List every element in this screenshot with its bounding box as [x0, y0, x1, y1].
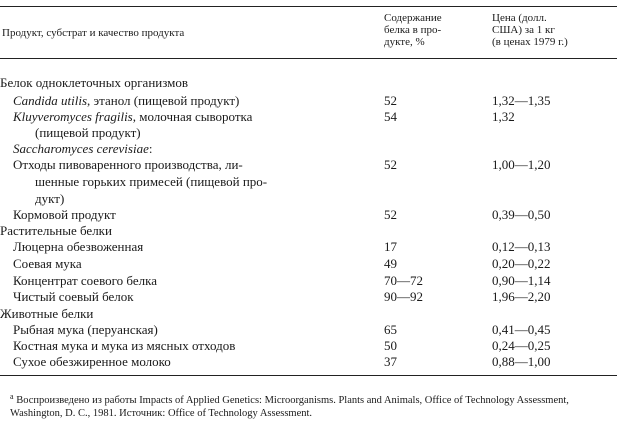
product-cell: Отходы пивоваренного производства, ли- [13, 157, 243, 172]
protein-cell: 90—92 [384, 289, 423, 304]
protein-cell: 65 [384, 322, 397, 337]
protein-cell: 50 [384, 338, 397, 353]
header-price-line: Цена (долл. [492, 12, 547, 24]
product-detail: , этанол (пищевой продукт) [87, 93, 240, 108]
header-protein-line: дукте, % [384, 36, 425, 48]
product-cell: Соевая мука [13, 256, 82, 271]
table-row-continuation [0, 174, 617, 192]
product-cell: Костная мука и мука из мясных отходов [13, 338, 236, 353]
protein-cell: 52 [384, 207, 397, 222]
product-cell: Люцерна обезвоженная [13, 239, 144, 254]
table-top-rule [0, 6, 617, 7]
price-cell: 1,96—2,20 [492, 289, 551, 304]
product-detail: , молочная сыворотка [132, 109, 253, 124]
table-row [0, 239, 617, 257]
product-detail: шенные горьких примесей (пищевой про- [35, 174, 268, 189]
protein-cell: 52 [384, 157, 397, 172]
header-product: Продукт, субстрат и качество продукта [2, 27, 185, 39]
species-name: Candida utilis [13, 93, 88, 108]
product-cell: Концентрат соевого белка [13, 273, 157, 288]
footnote [10, 390, 610, 420]
product-cell: Сухое обезжиренное молоко [13, 354, 171, 369]
header-protein [384, 12, 442, 48]
table-row [0, 354, 617, 372]
price-cell: 1,00—1,20 [492, 157, 551, 172]
price-cell: 1,32—1,35 [492, 93, 551, 108]
product-detail: (пищевой продукт) [35, 125, 141, 140]
product-detail: дукт) [35, 191, 65, 206]
header-price-line: (в ценах 1979 г.) [492, 36, 568, 48]
price-cell: 0,90—1,14 [492, 273, 551, 288]
price-cell: 0,39—0,50 [492, 207, 551, 222]
group-label: Растительные белки [0, 223, 112, 238]
protein-cell: 52 [384, 93, 397, 108]
product-cell [13, 93, 239, 109]
price-cell: 1,32 [492, 109, 515, 124]
footnote-text: Воспроизведено из работы Impacts of Applied Genetics: Microorganisms. Plants and Animals, Office of Technology Assessment, Washington, D. C., 1981. Источник: Office of Technology Assessment. [10, 395, 569, 419]
table-row [0, 256, 617, 274]
price-cell: 0,88—1,00 [492, 354, 551, 369]
group-label: Животные белки [0, 306, 94, 321]
price-cell: 0,41—0,45 [492, 322, 551, 337]
header-protein-line: белка в про- [384, 24, 442, 36]
header-price [492, 12, 568, 48]
table-row [0, 157, 617, 175]
price-cell: 0,20—0,22 [492, 256, 551, 271]
price-cell: 0,12—0,13 [492, 239, 551, 254]
product-cell: Кормовой продукт [13, 207, 116, 222]
product-cell: Чистый соевый белок [13, 289, 134, 304]
protein-cell: 70—72 [384, 273, 423, 288]
table-row [0, 289, 617, 307]
species-name: Saccharomyces cerevisiae [13, 141, 149, 156]
header-price-line: США) за 1 кг [492, 24, 555, 36]
group-heading [0, 75, 617, 93]
header-bottom-rule [0, 58, 617, 59]
product-cell [13, 109, 252, 125]
footnote-marker: а [10, 392, 14, 401]
product-cell [13, 141, 152, 157]
protein-cell: 37 [384, 354, 397, 369]
protein-cell: 17 [384, 239, 397, 254]
product-cell: Рыбная мука (перуанская) [13, 322, 158, 337]
protein-cell: 49 [384, 256, 397, 271]
species-name: Kluyveromyces fragilis [13, 109, 133, 124]
price-cell: 0,24—0,25 [492, 338, 551, 353]
product-detail: : [148, 141, 153, 156]
table-bottom-rule [0, 375, 617, 376]
header-protein-line: Содержание [384, 12, 442, 24]
protein-cell: 54 [384, 109, 397, 124]
group-label: Белок одноклеточных организмов [0, 75, 189, 90]
